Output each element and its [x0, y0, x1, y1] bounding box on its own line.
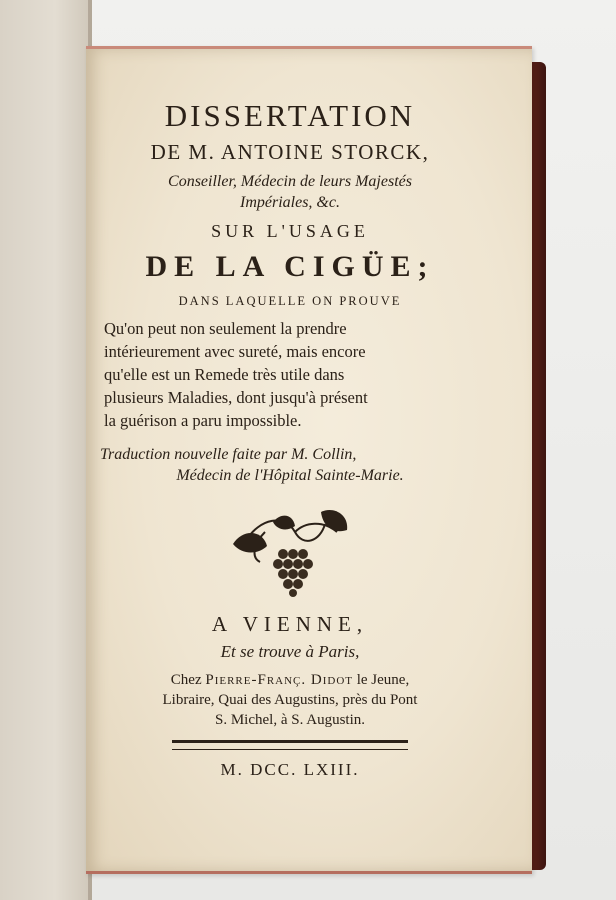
place-line: A VIENNE, [211, 612, 369, 636]
publisher-line-3: S. Michel, à S. Augustin. [214, 712, 365, 728]
book-title: DISSERTATION [164, 98, 416, 133]
double-rule-divider [172, 740, 408, 750]
sur-line: SUR L'USAGE [211, 221, 369, 241]
roles-line-2: Impériales, &c. [240, 194, 340, 211]
subject-title: DE LA CIGÜE; [145, 250, 435, 283]
title-page [100, 88, 480, 780]
translation-line-1: Traduction nouvelle faite par M. Collin, [100, 446, 357, 463]
imprint [100, 612, 480, 730]
description-line-5: la guérison a paru impossible. [104, 411, 302, 430]
description-line-2: intérieurement avec sureté, mais encore [104, 342, 366, 361]
publication-date: M. DCC. LXIII. [220, 760, 360, 779]
dans-line: DANS LAQUELLE ON PROUVE [178, 294, 402, 308]
description-paragraph [100, 317, 480, 432]
publisher-line-2: Libraire, Quai des Augustins, près du Pont [162, 692, 418, 708]
publisher-suffix: le Jeune, [356, 672, 410, 688]
grape-vine-ornament-icon [225, 502, 355, 598]
sold-at-line: Et se trouve à Paris, [220, 642, 360, 661]
publisher-name: Pierre-Franç. Didot [205, 672, 353, 688]
description-line-3: qu'elle est un Remede très utile dans [104, 365, 345, 384]
description-line-1: Qu'on peut non seulement la prendre [104, 319, 347, 338]
translation-line-2: Médecin de l'Hôpital Sainte-Marie. [176, 467, 404, 484]
translation-credit [100, 444, 480, 486]
publisher-prefix: Chez [170, 672, 202, 688]
publisher-block [100, 670, 480, 730]
description-line-4: plusieurs Maladies, dont jusqu'à présent [104, 388, 368, 407]
book-front-cover [0, 0, 92, 900]
author-line: DE M. ANTOINE STORCK, [150, 140, 430, 164]
publisher-line-1 [100, 670, 480, 690]
roles-line-1: Conseiller, Médecin de leurs Majestés [168, 173, 412, 190]
